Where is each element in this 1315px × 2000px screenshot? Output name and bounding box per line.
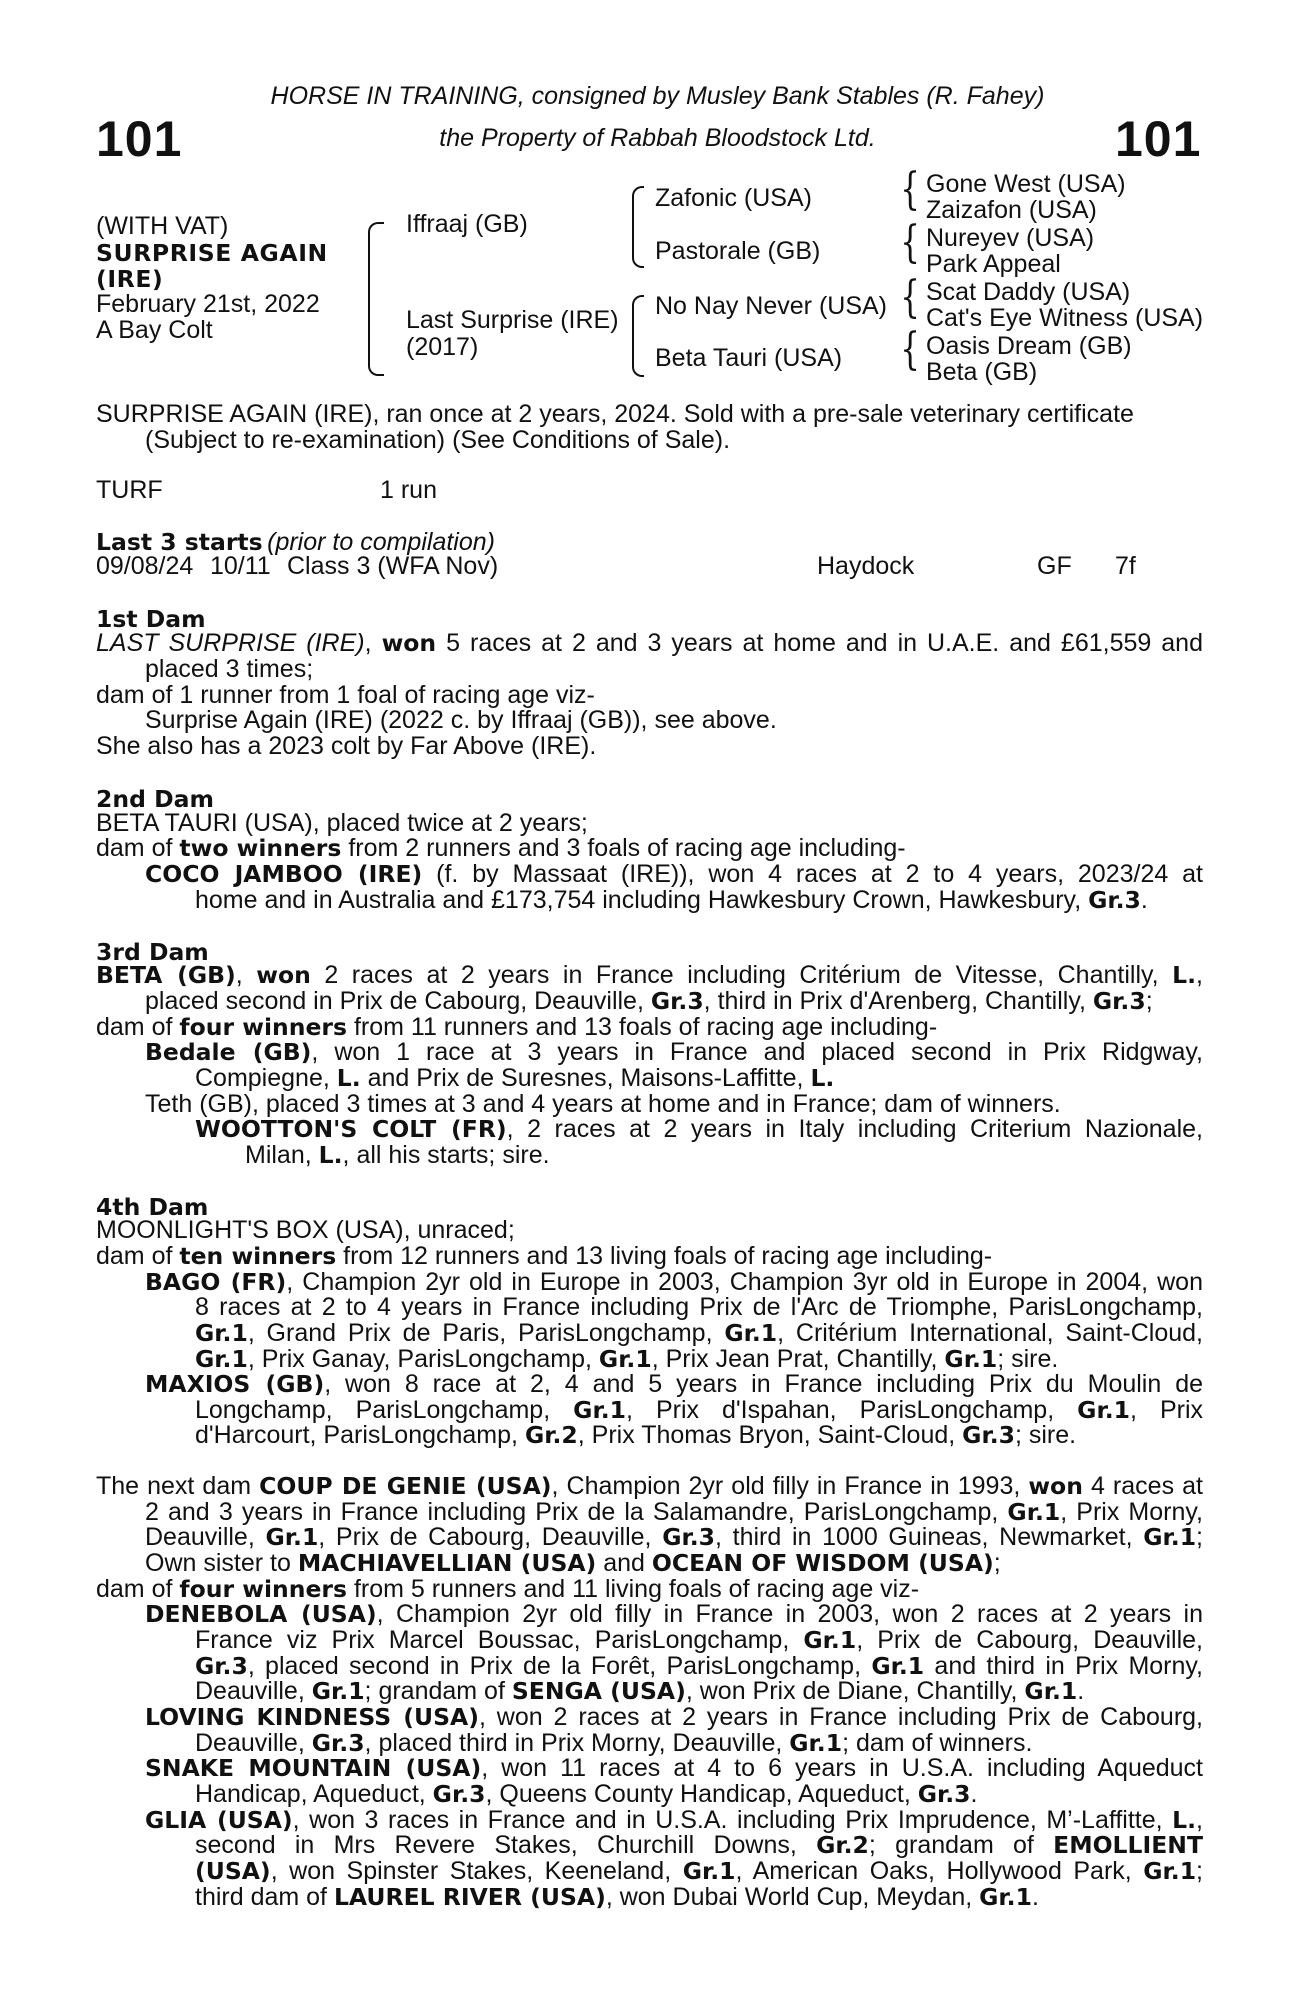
header-property: the Property of Rabbah Bloodstock Ltd.	[439, 124, 876, 152]
t: The next dam	[96, 1472, 260, 1500]
dam1-title: 1st Dam	[96, 605, 206, 633]
nextdam-line11	[195, 1731, 1032, 1757]
t: , Champion 2yr old filly in France in 1993,	[551, 1472, 1029, 1500]
start-race: Class 3 (WFA Nov)	[287, 552, 499, 580]
sds: Nureyev (USA)	[926, 224, 1095, 252]
dds: Oasis Dream (GB)	[926, 332, 1132, 360]
start-distance: 7f	[1115, 552, 1136, 580]
t: .	[1140, 886, 1148, 914]
winner-name: COUP DE GENIE (USA)	[259, 1472, 552, 1500]
nextdam-line10	[145, 1705, 1203, 1731]
winner-name: DENEBOLA (USA)	[145, 1600, 377, 1628]
grade: Gr.1	[979, 1883, 1032, 1911]
sss: Gone West (USA)	[926, 170, 1126, 198]
t: dam of	[96, 1013, 180, 1041]
dam: Last Surprise (IRE)	[406, 306, 619, 334]
t: , Prix	[1129, 1396, 1203, 1424]
sdd: Park Appeal	[926, 250, 1061, 278]
t: OCEAN OF WISDOM (USA)	[651, 1549, 994, 1577]
t: .	[970, 1780, 978, 1808]
t: from 11 runners and 13 foals of racing age including-	[347, 1013, 938, 1041]
t: , Prix Jean Prat, Chantilly,	[651, 1345, 945, 1373]
grade: Gr.2	[816, 1831, 869, 1859]
t: ;	[1145, 987, 1153, 1015]
t: , Champion 2yr old filly in France in 2003, won 2 races at 2 years in	[376, 1600, 1203, 1628]
t: (USA)	[195, 1857, 271, 1885]
nextdam-line7	[195, 1628, 1203, 1654]
last-starts-title: Last 3 starts	[96, 528, 263, 556]
grade: L.	[810, 1064, 835, 1092]
nextdam-line15	[195, 1833, 1203, 1859]
t: ten winners	[179, 1242, 337, 1270]
brace-icon-1: {	[900, 164, 920, 215]
header-consignor: HORSE IN TRAINING, consigned by Musley Bank Stables (R. Fahey)	[270, 82, 1045, 110]
horse-description: A Bay Colt	[96, 316, 213, 344]
nextdam-line3	[145, 1525, 1203, 1551]
winner-name: WOOTTON'S COLT (FR)	[195, 1115, 507, 1143]
dam4-line7	[145, 1372, 1203, 1398]
t: SENGA (USA)	[511, 1677, 686, 1705]
t: , Champion 2yr old in Europe in 2003, Champion 3yr old in Europe in 2004, won	[286, 1268, 1203, 1296]
grade: Gr.3	[1088, 886, 1141, 914]
grade: Gr.1	[1024, 1677, 1078, 1705]
dam3-line7	[195, 1117, 1203, 1143]
grade: Gr.1	[311, 1677, 365, 1705]
grade: Gr.1	[724, 1319, 778, 1347]
t: , won 2 races at 2 years in France including Prix de Cabourg,	[478, 1703, 1203, 1731]
dam4-line9	[195, 1423, 1076, 1449]
grade: Gr.3	[962, 1421, 1015, 1449]
t: dam of	[96, 1242, 180, 1270]
summary-line2: (Subject to re-examination) (See Conditions of Sale).	[145, 426, 731, 454]
t: , won 1 race at 3 years in France and placed second in Prix Ridgway,	[311, 1038, 1203, 1066]
t: , Prix de Cabourg, Deauville,	[856, 1626, 1203, 1654]
winner-name: BAGO (FR)	[145, 1268, 287, 1296]
start-date: 09/08/24	[96, 552, 194, 580]
t: MACHIAVELLIAN (USA)	[297, 1549, 597, 1577]
t: , Critérium International, Saint-Cloud,	[777, 1319, 1203, 1347]
t: ;	[993, 1549, 1001, 1577]
t: won	[256, 961, 311, 989]
dam1-line4: Surprise Again (IRE) (2022 c. by Iffraaj (GB)), see above.	[145, 706, 777, 734]
dam4-line6	[195, 1347, 1058, 1373]
vat-note: (WITH VAT)	[96, 212, 229, 240]
dam3-line6: Teth (GB), placed 3 times at 3 and 4 years at home and in France; dam of winners.	[145, 1090, 1061, 1118]
grade: Gr.1	[598, 1345, 652, 1373]
t: four winners	[179, 1013, 347, 1041]
t: ,	[235, 961, 257, 989]
grade: Gr.1	[1007, 1498, 1061, 1526]
t: Own sister to	[145, 1549, 298, 1577]
t: , Grand Prix de Paris, ParisLongchamp,	[247, 1319, 725, 1347]
t: from 5 runners and 11 living foals of racing age viz-	[347, 1575, 920, 1603]
start-position: 10/11	[210, 552, 271, 580]
dam3-line8	[245, 1143, 550, 1169]
dam3-line5	[195, 1066, 834, 1092]
t: , won Spinster Stakes, Keeneland,	[270, 1857, 683, 1885]
dam4-line5	[195, 1321, 1203, 1347]
dam4-line4: 8 races at 2 to 4 years in France including Prix de l'Arc de Triomphe, ParisLongchamp,	[195, 1293, 1203, 1321]
t: second in Mrs Revere Stakes, Churchill Downs,	[195, 1831, 817, 1859]
dam4-line8	[195, 1398, 1203, 1424]
lot-number-left: 101	[96, 111, 183, 167]
grade: Gr.3	[195, 1652, 248, 1680]
t: four winners	[179, 1575, 347, 1603]
dam1-name: LAST SURPRISE (IRE)	[96, 629, 365, 657]
dam2-line3	[145, 862, 1203, 888]
dsd: Cat's Eye Witness (USA)	[926, 304, 1204, 332]
t: France viz Prix Marcel Boussac, ParisLongchamp,	[195, 1626, 804, 1654]
t: ; sire.	[997, 1345, 1059, 1373]
turf-label: TURF	[96, 476, 163, 504]
winner-name: MAXIOS (GB)	[145, 1370, 325, 1398]
nextdam-line14	[145, 1808, 1203, 1834]
nextdam-line17	[195, 1885, 1039, 1911]
start-course: Haydock	[817, 552, 915, 580]
brace-icon-3: {	[900, 272, 920, 323]
t: .	[1031, 1883, 1039, 1911]
t: Deauville,	[195, 1677, 312, 1705]
dam1-rest: 5 races at 2 and 3 years at home and in U.A.E. and £61,559 and	[436, 629, 1203, 657]
grade: Gr.1	[195, 1345, 248, 1373]
t: , third in Prix d'Arenberg, Chantilly,	[703, 987, 1093, 1015]
t: dam of	[96, 834, 180, 862]
t: ,	[1196, 1806, 1203, 1834]
dam1-line1	[96, 631, 1203, 657]
nextdam-line16	[195, 1859, 1203, 1885]
t: , won Dubai World Cup, Meydan,	[605, 1883, 980, 1911]
t: ; sire.	[1014, 1421, 1077, 1449]
grade: L.	[318, 1141, 343, 1169]
grade: Gr.1	[944, 1345, 998, 1373]
won-label: won	[381, 629, 437, 657]
t: 2 and 3 years in France including Prix de la Salamandre, ParisLongchamp,	[145, 1498, 1008, 1526]
sire: Iffraaj (GB)	[406, 210, 528, 238]
winner-name: GLIA (USA)	[145, 1806, 293, 1834]
t: ; grandam of	[364, 1677, 512, 1705]
last-starts-note: (prior to compilation)	[267, 528, 495, 556]
t: , American Oaks, Hollywood Park,	[735, 1857, 1144, 1885]
t: won	[1028, 1472, 1083, 1500]
t: ;	[1196, 1523, 1203, 1551]
t: third dam of	[195, 1883, 334, 1911]
dam3-name: BETA (GB)	[96, 961, 236, 989]
t: Milan,	[245, 1141, 319, 1169]
winner-name: LOVING KINDNESS (USA)	[145, 1703, 479, 1731]
dam4-line2	[96, 1244, 992, 1270]
dam3-title: 3rd Dam	[96, 938, 209, 966]
t: from 2 runners and 3 foals of racing age including-	[341, 834, 906, 862]
t: , placed third in Prix Morny, Deauville,	[364, 1729, 790, 1757]
catalogue-body	[96, 0, 1203, 2000]
t: , won 8 race at 2, 4 and 5 years in France including Prix du Moulin de	[324, 1370, 1203, 1398]
t: , 2 races at 2 years in Italy including Criterium Nazionale,	[506, 1115, 1203, 1143]
dam1-line2: placed 3 times;	[145, 655, 314, 683]
t: placed second in Prix de Cabourg, Deauville,	[145, 987, 651, 1015]
t: 4 races at	[1082, 1472, 1203, 1500]
t: Deauville,	[145, 1523, 266, 1551]
brace-icon-2: {	[900, 217, 920, 268]
t: , placed second in Prix de la Forêt, ParisLongchamp,	[247, 1652, 872, 1680]
sep: ,	[364, 629, 382, 657]
nextdam-line4	[145, 1551, 1001, 1577]
t: , won 11 races at 4 to 6 years in U.S.A. including Aqueduct	[481, 1754, 1204, 1782]
horse-name: SURPRISE AGAIN	[96, 239, 328, 267]
dam4-line3	[145, 1270, 1203, 1296]
t: , Prix de Cabourg, Deauville,	[318, 1523, 663, 1551]
horse-suffix: (IRE)	[96, 265, 164, 293]
dam3-line3	[96, 1015, 937, 1041]
dam1-line3: dam of 1 runner from 1 foal of racing age viz-	[96, 681, 595, 709]
t: and Prix de Suresnes, Maisons-Laffitte,	[360, 1064, 811, 1092]
sire-sire: Zafonic (USA)	[655, 184, 812, 212]
brace-icon-4: {	[900, 324, 920, 375]
t: Longchamp, ParisLongchamp,	[195, 1396, 574, 1424]
t: Compiegne,	[195, 1064, 337, 1092]
foaling-date: February 21st, 2022	[96, 290, 320, 318]
dam2-title: 2nd Dam	[96, 785, 214, 813]
dam4-line1: MOONLIGHT'S BOX (USA), unraced;	[96, 1216, 515, 1244]
grade: Gr.1	[789, 1729, 843, 1757]
grade: Gr.1	[1143, 1523, 1197, 1551]
start-going: GF	[1037, 552, 1072, 580]
t: and	[596, 1549, 652, 1577]
t: home and in Australia and £173,754 including Hawkesbury Crown, Hawkesbury,	[195, 886, 1089, 914]
nextdam-line6	[145, 1602, 1203, 1628]
t: , won 3 races in France and in U.S.A. including Prix Imprudence, M’-Laffitte,	[292, 1806, 1173, 1834]
t: ; grandam of	[868, 1831, 1054, 1859]
t: EMOLLIENT	[1053, 1831, 1203, 1859]
grade: Gr.1	[1077, 1396, 1130, 1424]
grade: Gr.1	[573, 1396, 626, 1424]
t: Handicap, Aqueduct,	[195, 1780, 433, 1808]
dam4-title: 4th Dam	[96, 1193, 209, 1221]
dam2-line2	[96, 836, 906, 862]
winner-name: SNAKE MOUNTAIN (USA)	[145, 1754, 482, 1782]
grade: Gr.1	[803, 1626, 857, 1654]
dam-sire: No Nay Never (USA)	[655, 292, 887, 320]
grade: Gr.1	[682, 1857, 736, 1885]
t: , third in 1000 Guineas, Newmarket,	[715, 1523, 1144, 1551]
grade: Gr.1	[871, 1652, 925, 1680]
grade: Gr.3	[917, 1780, 971, 1808]
grade: L.	[1172, 1806, 1197, 1834]
nextdam-line2	[145, 1500, 1203, 1526]
nextdam-line13	[195, 1782, 977, 1808]
t: , Queens County Handicap, Aqueduct,	[485, 1780, 918, 1808]
dam-year: (2017)	[406, 333, 479, 361]
nextdam-line1	[96, 1474, 1203, 1500]
grade: Gr.1	[195, 1319, 248, 1347]
t: Deauville,	[195, 1729, 312, 1757]
sire-dam: Pastorale (GB)	[655, 237, 821, 265]
t: , Prix d'Ispahan, ParisLongchamp,	[625, 1396, 1078, 1424]
t: , Prix Thomas Bryon, Saint-Cloud,	[577, 1421, 963, 1449]
t: 2 races at 2 years in France including Critérium de Vitesse, Chantilly,	[310, 961, 1173, 989]
t: dam of	[96, 1575, 180, 1603]
grade: L.	[336, 1064, 361, 1092]
winner-name: Bedale (GB)	[145, 1038, 312, 1066]
t: and third in Prix Morny,	[924, 1652, 1203, 1680]
grade: Gr.1	[1143, 1857, 1197, 1885]
dam3-line1	[96, 963, 1203, 989]
grade: Gr.3	[1092, 987, 1146, 1015]
t: ; dam of winners.	[842, 1729, 1033, 1757]
ddd: Beta (GB)	[926, 358, 1038, 386]
t: , Prix Morny,	[1060, 1498, 1203, 1526]
t: , Prix Ganay, ParisLongchamp,	[247, 1345, 599, 1373]
ssd: Zaizafon (USA)	[926, 196, 1097, 224]
turf-runs: 1 run	[380, 476, 437, 504]
t: d'Harcourt, ParisLongchamp,	[195, 1421, 525, 1449]
nextdam-line12	[145, 1756, 1203, 1782]
t: two winners	[179, 834, 342, 862]
dam3-line4	[145, 1040, 1203, 1066]
grade: Gr.3	[311, 1729, 365, 1757]
grade: Gr.1	[265, 1523, 319, 1551]
grade: Gr.3	[432, 1780, 486, 1808]
t: from 12 runners and 13 living foals of racing age including-	[336, 1242, 993, 1270]
dam1-line5: She also has a 2023 colt by Far Above (IRE).	[96, 732, 597, 760]
lot-number-right: 101	[1115, 111, 1202, 167]
dam-dam: Beta Tauri (USA)	[655, 344, 843, 372]
winner-name: COCO JAMBOO (IRE)	[145, 860, 423, 888]
nextdam-line8	[195, 1654, 1203, 1680]
grade: Gr.3	[662, 1523, 715, 1551]
grade: L.	[1172, 961, 1197, 989]
grade: Gr.3	[650, 987, 704, 1015]
summary-line1: SURPRISE AGAIN (IRE), ran once at 2 years, 2024. Sold with a pre-sale veterinary certificate	[96, 400, 1134, 428]
grade: Gr.2	[524, 1421, 578, 1449]
nextdam-line5	[96, 1577, 919, 1603]
dam2-line4	[195, 888, 1148, 914]
t: ,	[1196, 961, 1203, 989]
dam3-line2	[145, 989, 1153, 1015]
dss: Scat Daddy (USA)	[926, 278, 1131, 306]
t: .	[1077, 1677, 1085, 1705]
t: , won Prix de Diane, Chantilly,	[685, 1677, 1025, 1705]
t: LAUREL RIVER (USA)	[333, 1883, 606, 1911]
nextdam-line9	[195, 1679, 1084, 1705]
dam2-line1: BETA TAURI (USA), placed twice at 2 years;	[96, 809, 588, 837]
t: , all his starts; sire.	[342, 1141, 550, 1169]
t: ;	[1196, 1857, 1203, 1885]
t: (f. by Massaat (IRE)), won 4 races at 2 to 4 years, 2023/24 at	[422, 860, 1203, 888]
